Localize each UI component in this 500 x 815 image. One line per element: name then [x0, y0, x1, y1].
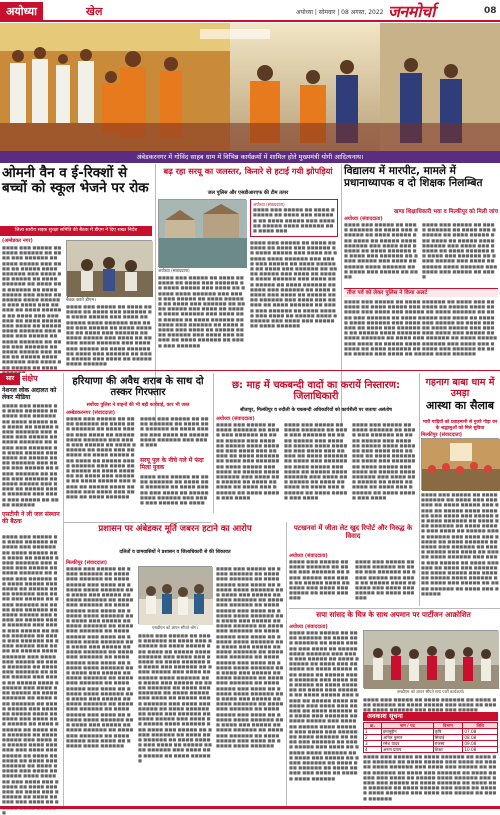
story7-byline: मिल्कीपुर (संवाददाता) — [66, 560, 108, 566]
section-divider — [64, 522, 211, 523]
story2-body-col2: ■■■■ ■■■ ■■■■■ ■■ ■■■■ ■■■■■■ ■■ ■■■■ ■■■ ■■■■■■ ■■ ■■■■ ■■■■■ ■■■ ■■■■ ■■ ■■■■■ ■■■■ ■■■■■■ ■■■ ■■■■ ■■■ ■■■■■ ■■ ■■■■ ■■■■■■ ■■ ■■■■ ■■■ ■■■■■■ ■■ ■■■■ ■■■■■ ■■■ ■■■■ ■■ ■■■■■ ■■■■ ■■■■■■ ■■■ ■■■■ ■■■ ■■■■■ ■■ ■■■■ ■■■■■■ ■■ ■■■■ ■■■ ■■■■■■ ■■ ■■■■ ■■■■■ ■■■ ■■■■ ■■ ■■■■■ ■■■■ ■■■■■■ ■■■ ■■■■ ■■■ ■■■■■ ■■ ■■■■ ■■■■■■ ■■ ■■■■ ■■■ ■■■■■■ ■■ ■■■■ ■■■■■ ■■■ ■■■■ ■■ ■■■■■ ■■■■ ■■■■■■ ■■■ ■■■■ ■■■ ■■■■■ ■■ ■■■■ ■■■■■■ — [250, 240, 338, 329]
column-rule — [286, 522, 287, 806]
story5-byline: अयोध्या (संवाददाता) — [216, 416, 255, 422]
story4-side-head[interactable]: सरयू पुल के नीचे गले में फंदा मिला युवक — [140, 457, 204, 471]
story1-photo — [66, 240, 152, 296]
story3-byline: अयोध्या (संवाददाता) — [344, 216, 383, 222]
story7-body-col3: ■■■■ ■■■ ■■■■■ ■■ ■■■■ ■■■■■■ ■■ ■■■■ ■■■ ■■■■■■ ■■ ■■■■ ■■■■■ ■■■ ■■■■ ■■ ■■■■■ ■■■■ ■■■■■■ ■■■ ■■■■ ■■■ ■■■■■ ■■ ■■■■ ■■■■■■ ■■ ■■■■ ■■■ ■■■■■■ ■■ ■■■■ ■■■■■ ■■■ ■■■■ ■■ ■■■■■ ■■■■ ■■■■■■ ■■■ ■■■■ ■■■ ■■■■■ ■■ ■■■■ ■■■■■■ ■■ ■■■■ ■■■ ■■■■■■ ■■ ■■■■ ■■■■■ ■■■ ■■■■ ■■ ■■■■■ ■■■■ ■■■■■■ ■■■ ■■■■ ■■■ ■■■■■ ■■ ■■■■ ■■■■■■ ■■ ■■■■ ■■■ ■■■■■■ ■■ ■■■■ ■■■■■ ■■■ ■■■■ ■■ ■■■■■ ■■■■ ■■■■■■ ■■■ ■■■■ ■■■ ■■■■■ ■■ ■■■■ ■■■■■■ ■■ ■■■■ ■■■ ■■■■■■ ■■ ■■■■ ■■■■■ ■■■ ■■■■ ■■ ■■■■■ ■■■■ ■■■■■■ ■■■ ■■■■ ■■■ ■■■■■ ■■ ■■■■ ■■■■■■ ■■ ■■■■ ■■■ ■■■■■■ ■■ ■■■■ ■■■■■ ■■■ ■■■■ ■■ ■■■■■ ■■■■ ■■■■■■ ■■■ ■■■■ ■■■ ■■■■■ ■■ ■■■■ ■■■■■■ ■■ ■■■■ ■■■ ■■■■■■ ■■ ■■■■ ■■■■■ ■■■ ■■■■ ■■ ■■■■■ ■■■■ ■■■■■■ — [216, 566, 284, 748]
story6-subhead: भारी गाड़ियों को प्रवाहमानी से गुजरे गोड़ा वन के श्रद्धालुओं को मिले सुविधा — [422, 420, 498, 431]
column-rule — [63, 373, 64, 806]
story4-byline: अम्बेडकरनगर (संवाददाता) — [66, 410, 116, 416]
table-cell: अनिल कुमार — [382, 735, 434, 741]
page-number: 08 — [484, 6, 497, 16]
table-cell: 07.08 — [463, 729, 498, 735]
table-cell: कृषि — [433, 729, 463, 735]
story2-subhead: जल पुलिस और एसडीआरएफ की टीम तत्पर — [207, 190, 289, 196]
brief-tag: सार — [0, 373, 20, 385]
story6-headline-line2[interactable]: आस्था का सैलाब — [425, 399, 495, 412]
table-header-cell: नाम / पद — [382, 723, 434, 729]
story7-headline[interactable]: प्रशासन पर अंबेडकर मूर्ति जबरन हटाने का आरोप — [98, 524, 252, 534]
story1-subhead: जिला स्तरीय सड़क सुरक्षा समिति की बैठक में डीएम ने दिए सख्त निर्देश — [0, 226, 152, 236]
story4-subhead: सर्वोच्च पुलिस ने वाहनों की भी बड़ी कार्रवाई, कार भी जब्त — [86, 403, 190, 408]
newspaper-logo: जनमोर्चा — [388, 2, 435, 21]
notice-table — [363, 722, 498, 753]
story2-body-col1: ■■■■ ■■■ ■■■■■ ■■ ■■■■ ■■■■■■ ■■ ■■■■ ■■■ ■■■■■■ ■■ ■■■■ ■■■■■ ■■■ ■■■■ ■■ ■■■■■ ■■■■ ■■■■■■ ■■■ ■■■■ ■■■ ■■■■■ ■■ ■■■■ ■■■■■■ ■■ ■■■■ ■■■ ■■■■■■ ■■ ■■■■ ■■■■■ ■■■ ■■■■ ■■ ■■■■■ ■■■■ ■■■■■■ ■■■ ■■■■ ■■■ ■■■■■ ■■ ■■■■ ■■■■■■ ■■ ■■■■ ■■■ ■■■■■■ ■■ ■■■■ ■■■■■ ■■■ ■■■■ ■■ ■■■■■ ■■■■ ■■■■■■ ■■■ ■■■■ ■■■ ■■■■■ ■■ ■■■■ ■■■■■■ ■■ ■■■■ ■■■ ■■■■■■ — [158, 275, 246, 348]
footer-rule — [0, 806, 500, 809]
table-header-cell: विभाग — [433, 723, 463, 729]
story6-headline-line1[interactable]: गहनाग बाबा धाम में उमड़ा — [425, 377, 495, 399]
table-cell: 09.08 — [463, 741, 498, 747]
story9-body-col1: ■■■■ ■■■ ■■■■■ ■■ ■■■■ ■■■■■■ ■■ ■■■■ ■■■ ■■■■■■ ■■ ■■■■ ■■■■■ ■■■ ■■■■ ■■ ■■■■■ ■■■■ ■■■■■■ ■■■ ■■■■ ■■■ ■■■■■ ■■ ■■■■ ■■■■■■ ■■ ■■■■ ■■■ ■■■■■■ ■■ ■■■■ ■■■■■ ■■■ ■■■■ ■■ ■■■■■ ■■■■ ■■■■■■ ■■■ ■■■■ ■■■ ■■■■■ ■■ ■■■■ ■■■■■■ ■■ ■■■■ ■■■ ■■■■■■ ■■ ■■■■ ■■■■■ ■■■ ■■■■ ■■ ■■■■■ ■■■■ ■■■■■■ ■■■ ■■■■ ■■■ ■■■■■ ■■ ■■■■ ■■■■■■ ■■ ■■■■ ■■■ ■■■■■■ ■■ ■■■■ ■■■■■ ■■■ ■■■■ ■■ ■■■■■ ■■■■ ■■■■■■ ■■■ ■■■■ ■■■ ■■■■■ ■■ ■■■■ ■■■■■■ ■■ ■■■■ ■■■ ■■■■■■ ■■ ■■■■ ■■■■■ ■■■ ■■■■ ■■ ■■■■■ ■■■■ ■■■■■■ ■■■ ■■■■ ■■■ ■■■■■ ■■ ■■■■ ■■■■■■ ■■ ■■■■ ■■■ ■■■■■■ ■■ ■■■■ ■■■■■ ■■■ ■■■■ ■■ ■■■■■ ■■■■ ■■■■■■ — [289, 630, 359, 781]
story8-byline: अयोध्या (संवाददाता) — [289, 553, 328, 559]
dateline: अयोध्या | सोमवार | 08 अगस्त, 2022 — [296, 9, 384, 16]
story5-body-col3: ■■■■ ■■■ ■■■■■ ■■ ■■■■ ■■■■■■ ■■ ■■■■ ■■■ ■■■■■■ ■■ ■■■■ ■■■■■ ■■■ ■■■■ ■■ ■■■■■ ■■■■ ■■■■■■ ■■■ ■■■■ ■■■ ■■■■■ ■■ ■■■■ ■■■■■■ ■■ ■■■■ ■■■ ■■■■■■ ■■ ■■■■ ■■■■■ ■■■ ■■■■ ■■ ■■■■■ ■■■■ ■■■■■■ ■■■ ■■■■ ■■■ ■■■■■ ■■ ■■■■ ■■■■■■ ■■ ■■■■ ■■■ ■■■■■■ ■■ ■■■■ ■■■■■ ■■■ ■■■■ — [352, 422, 416, 500]
table-cell: 1 — [364, 729, 382, 735]
brief-item2-body: ■■■■ ■■■ ■■■■■ ■■ ■■■■ ■■■■■■ ■■ ■■■■ ■■■ ■■■■■■ ■■ ■■■■ ■■■■■ ■■■ ■■■■ ■■ ■■■■■ ■■■■ ■■■■■■ ■■■ ■■■■ ■■■ ■■■■■ ■■ ■■■■ ■■■■■■ ■■ ■■■■ ■■■ ■■■■■■ ■■ ■■■■ ■■■■■ ■■■ ■■■■ ■■ ■■■■■ ■■■■ ■■■■■■ ■■■ ■■■■ ■■■ ■■■■■ ■■ ■■■■ ■■■■■■ ■■ ■■■■ ■■■ ■■■■■■ ■■ ■■■■ ■■■■■ ■■■ ■■■■ ■■ ■■■■■ ■■■■ ■■■■■■ ■■■ ■■■■ ■■■ ■■■■■ ■■ ■■■■ ■■■■■■ ■■ ■■■■ ■■■ ■■■■■■ ■■ ■■■■ ■■■■■ ■■■ ■■■■ ■■ ■■■■■ ■■■■ ■■■■■■ ■■■ ■■■■ ■■■ ■■■■■ ■■ ■■■■ ■■■■■■ ■■ ■■■■ ■■■ ■■■■■■ ■■ ■■■■ ■■■■■ ■■■ ■■■■ ■■ ■■■■■ ■■■■ ■■■■■■ ■■■ ■■■■ ■■■ ■■■■■ ■■ ■■■■ ■■■■■■ ■■ ■■■■ ■■■ ■■■■■■ ■■ ■■■■ ■■■■■ ■■■ ■■■■ ■■ ■■■■■ ■■■■ ■■■■■■ ■■■ ■■■■ ■■■ ■■■■■ ■■ ■■■■ ■■■■■■ ■■ ■■■■ ■■■ ■■■■■■ ■■ ■■■■ ■■■■■ ■■■ ■■■■ ■■ ■■■■■ ■■■■ ■■■■■■ ■■■ ■■■■ ■■■ ■■■■■ ■■ ■■■■ ■■■■■■ ■■ ■■■■ ■■■ ■■■■■■ ■■ ■■■■ ■■■■■ ■■■ ■■■■ ■■ ■■■■■ ■■■■ ■■■■■■ ■■■ ■■■■ ■■■ ■■■■■ ■■ ■■■■ ■■■■■■ ■■ ■■■■ ■■■ ■■■■■■ ■■ ■■■■ ■■■■■ ■■■ ■■■■ ■■ ■ ■ — [2, 534, 59, 815]
story5-body-col2: ■■■■ ■■■ ■■■■■ ■■ ■■■■ ■■■■■■ ■■ ■■■■ ■■■ ■■■■■■ ■■ ■■■■ ■■■■■ ■■■ ■■■■ ■■ ■■■■■ ■■■■ ■■■■■■ ■■■ ■■■■ ■■■ ■■■■■ ■■ ■■■■ ■■■■■■ ■■ ■■■■ ■■■ ■■■■■■ ■■ ■■■■ ■■■■■ ■■■ ■■■■ ■■ ■■■■■ ■■■■ ■■■■■■ ■■■ ■■■■ ■■■ ■■■■■ ■■ ■■■■ ■■■■■■ ■■ ■■■■ ■■■ ■■■■■■ ■■ ■■■■ ■■■■■ ■■■ ■■■■ — [284, 422, 348, 500]
story7-subhead: दलितों व ग्रामवासियों ने प्रशासन व जिलाधिकारी से की शिकायत — [119, 550, 231, 555]
story1-photo-caption: बैठक करते डीएम। — [66, 298, 96, 303]
story8-body-col1: ■■■■ ■■■ ■■■■■ ■■ ■■■■ ■■■■■■ ■■ ■■■■ ■■■ ■■■■■■ ■■ ■■■■ ■■■■■ ■■■ ■■■■ ■■ ■■■■■ ■■■■ ■■■■■■ ■■■ ■■■■ ■■■ ■■■■■ ■■ ■■■■ ■■■■■■ — [289, 559, 350, 601]
table-row — [364, 747, 498, 753]
story2-photo-caption: अयोध्या (संवाददाता) — [158, 268, 190, 273]
table-cell: इमामुद्दीन — [382, 729, 434, 735]
story1-body: ■■■■ ■■■ ■■■■■ ■■ ■■■■ ■■■■■■ ■■ ■■■■ ■■■ ■■■■■■ ■■ ■■■■ ■■■■■ ■■■ ■■■■ ■■ ■■■■■ ■■■■ ■■■■■■ ■■■ ■■■■ ■■■ ■■■■■ ■■ ■■■■ ■■■■■■ ■■ ■■■■ ■■■ ■■■■■■ ■■ ■■■■ ■■■■■ ■■■ ■■■■ ■■ ■■■■■ ■■■■ ■■■■■■ ■■■ ■■■■ ■■■ ■■■■■ ■■ ■■■■ ■■■■■■ ■■ ■■■■ ■■■ ■■■■■■ ■■ ■■■■ ■■■■■ ■■■ ■■■■ ■■ ■■■■■ ■■■■ ■■■■■■ ■■■ ■■■■ ■■■ ■■■■■ ■■ ■■■■ ■■■■■■ ■■ ■■■■ ■■■ ■■■■■■ ■■ ■■■■ ■■■■■ ■■■ ■■■■ ■■ ■■■■■ ■■■■ ■■■■■■ ■■■ ■■■■ ■■■ ■■■■■ ■■ ■■■■ — [2, 245, 62, 370]
story1-headline[interactable]: ओमनी वैन व ई-रिक्शों से बच्चों को स्कूल भेजने पर रोक — [2, 165, 149, 197]
story9-photo — [363, 630, 498, 688]
section-tab[interactable]: अयोध्या — [0, 2, 43, 20]
notice-table-head: अवकाश सूचना — [363, 712, 498, 721]
story9-photo-caption: एसडीएम को ज्ञापन सौंपते सपा पार्टी कार्यकर्ता। — [396, 689, 465, 694]
story6-body: ■■■■ ■■■ ■■■■■ ■■ ■■■■ ■■■■■■ ■■ ■■■■ ■■■ ■■■■■■ ■■ ■■■■ ■■■■■ ■■■ ■■■■ ■■ ■■■■■ ■■■■ ■■■■■■ ■■■ ■■■■ ■■■ ■■■■■ ■■ ■■■■ ■■■■■■ ■■ ■■■■ ■■■ ■■■■■■ ■■ ■■■■ ■■■■■ ■■■ ■■■■ ■■ ■■■■■ ■■■■ ■■■■■■ ■■■ ■■■■ ■■■ ■■■■■ ■■ ■■■■ ■■■■■■ ■■ ■■■■ ■■■ ■■■■■■ ■■ ■■■■ ■■■■■ ■■■ ■■■■ ■■ ■■■■■ ■■■■ ■■■■■■ ■■■ ■■■■ ■■■ ■■■■■ ■■ ■■■■ ■■■■■■ ■■ ■■■■ ■■■ ■■■■■■ ■■ ■■■■ ■■■■■ ■■■ ■■■■ ■■ ■■■■■ ■■■■ ■■■■■■ ■■■ ■■■■ ■■■ ■■■■■ ■■ ■■■■ ■■■■■■ ■■ ■■■■ ■■■ ■■■■■■ — [421, 492, 499, 596]
table-cell: रमेश यादव — [382, 741, 434, 747]
story4-body-col2: ■■■■ ■■■ ■■■■■ ■■ ■■■■ ■■■■■■ ■■ ■■■■ ■■■ ■■■■■■ ■■ ■■■■ ■■■■■ ■■■ ■■■■ ■■ ■■■■■ ■■■■ ■■■■■■ ■■■ ■■■■ ■■■ — [140, 416, 209, 448]
table-cell: 3 — [364, 741, 382, 747]
table-cell: 4 — [364, 747, 382, 753]
story6-photo — [421, 438, 499, 490]
story2-side-text: ■■■■ ■■■ ■■■■■ ■■ ■■■■ ■■■■■■ ■■ ■■■■ ■■■ ■■■■■■ ■■ ■■■■ ■■■■■ ■■■ ■■■■ ■■ ■■■■■ ■■■■ ■■■■■■ ■■■ ■■■■ ■■■ — [253, 207, 335, 234]
table-header-cell: तिथि — [463, 723, 498, 729]
story7-photo — [138, 566, 212, 624]
story5-body-col1: ■■■■ ■■■ ■■■■■ ■■ ■■■■ ■■■■■■ ■■ ■■■■ ■■■ ■■■■■■ ■■ ■■■■ ■■■■■ ■■■ ■■■■ ■■ ■■■■■ ■■■■ ■■■■■■ ■■■ ■■■■ ■■■ ■■■■■ ■■ ■■■■ ■■■■■■ ■■ ■■■■ ■■■ ■■■■■■ ■■ ■■■■ ■■■■■ ■■■ ■■■■ ■■ ■■■■■ ■■■■ ■■■■■■ ■■■ ■■■■ ■■■ ■■■■■ ■■ ■■■■ ■■■■■■ ■■ ■■■■ ■■■ ■■■■■■ ■■ ■■■■ ■■■■■ ■■■ ■■■■ — [216, 422, 280, 500]
story8-body-col2: ■■■■ ■■■ ■■■■■ ■■ ■■■■ ■■■■■■ ■■ ■■■■ ■■■ ■■■■■■ ■■ ■■■■ ■■■■■ ■■■ ■■■■ ■■ ■■■■■ ■■■■ ■■■■■■ ■■■ ■■■■ ■■■ ■■■■■ ■■ ■■■■ ■■■■■■ — [355, 559, 416, 601]
table-cell: शिक्षा — [433, 747, 463, 753]
table-cell: राजस्व — [433, 741, 463, 747]
story7-body-col2: ■■■■ ■■■ ■■■■■ ■■ ■■■■ ■■■■■■ ■■ ■■■■ ■■■ ■■■■■■ ■■ ■■■■ ■■■■■ ■■■ ■■■■ ■■ ■■■■■ ■■■■ ■■■■■■ ■■■ ■■■■ ■■■ ■■■■■ ■■ ■■■■ ■■■■■■ ■■ ■■■■ ■■■ ■■■■■■ ■■ ■■■■ ■■■■■ ■■■ ■■■■ ■■ ■■■■■ ■■■■ ■■■■■■ ■■■ ■■■■ ■■■ ■■■■■ ■■ ■■■■ ■■■■■■ ■■ ■■■■ ■■■ ■■■■■■ ■■ ■■■■ ■■■■■ ■■■ ■■■■ ■■ ■■■■■ ■■■■ ■■■■■■ ■■■ ■■■■ ■■■ ■■■■■ ■■ ■■■■ ■■■■■■ ■■ ■■■■ ■■■ ■■■■■■ ■■ ■■■■ ■■■■■ ■■■ ■■■■ ■■ ■■■■■ ■■■■ ■■■■■■ ■■■ ■■■■ ■■■ ■■■■■ ■■ ■■■■ ■■■■■■ ■■ ■■■■ ■■■ ■■■■■■ ■■ ■■■■ ■■■■■ ■■■ ■■■■ ■■ ■■■■■ ■■■■ ■■■■■■ ■■■ ■■■■ ■■■ ■■■■■ ■■ ■■■■ ■■■■■■ — [138, 633, 212, 763]
story7-body-col1: ■■■■ ■■■ ■■■■■ ■■ ■■■■ ■■■■■■ ■■ ■■■■ ■■■ ■■■■■■ ■■ ■■■■ ■■■■■ ■■■ ■■■■ ■■ ■■■■■ ■■■■ ■■■■■■ ■■■ ■■■■ ■■■ ■■■■■ ■■ ■■■■ ■■■■■■ ■■ ■■■■ ■■■ ■■■■■■ ■■ ■■■■ ■■■■■ ■■■ ■■■■ ■■ ■■■■■ ■■■■ ■■■■■■ ■■■ ■■■■ ■■■ ■■■■■ ■■ ■■■■ ■■■■■■ ■■ ■■■■ ■■■ ■■■■■■ ■■ ■■■■ ■■■■■ ■■■ ■■■■ ■■ ■■■■■ ■■■■ ■■■■■■ ■■■ ■■■■ ■■■ ■■■■■ ■■ ■■■■ ■■■■■■ ■■ ■■■■ ■■■ ■■■■■■ ■■ ■■■■ ■■■■■ ■■■ ■■■■ ■■ ■■■■■ ■■■■ ■■■■■■ ■■■ ■■■■ ■■■ ■■■■■ ■■ ■■■■ ■■■■■■ ■■ ■■■■ ■■■ ■■■■■■ ■■ ■■■■ ■■■■■ ■■■ ■■■■ ■■ ■■■■■ ■■■■ ■■■■■■ ■■■ ■■■■ ■■■ ■■■■■ ■■ ■■■■ ■■■■■■ ■■ ■■■■ ■■■ ■■■■■■ ■■ ■■■■ ■■■■■ ■■■ ■■■■ ■■ ■■■■■ ■■■■ ■■■■■■ ■■■ ■■■■ ■■■ ■■■■■ ■■ ■■■■ ■■■■■■ ■■ ■■■■ ■■■ ■■■■■■ ■■ ■■■■ ■■■■■ ■■■ ■■■■ ■■ ■■■■■ ■■■■ ■■■■■■ — [66, 566, 134, 748]
story2-byline: अयोध्या (संवाददाता) — [253, 202, 285, 207]
brief-title: संक्षेप — [22, 374, 38, 383]
story2-headline[interactable]: बढ़ रहा सरयू का जलस्तर, किनारे से हटाई गयी झोपड़ियां — [163, 166, 333, 176]
story1-byline: (अम्बेडकर नगर) — [2, 238, 33, 244]
story5-subhead: सीतापुर, मिल्कीपुर व रुदौली के चकबन्दी अधिकारियों को कार्यशैली पर जताया असंतोष — [240, 408, 392, 413]
story4-body-col1: ■■■■ ■■■ ■■■■■ ■■ ■■■■ ■■■■■■ ■■ ■■■■ ■■■ ■■■■■■ ■■ ■■■■ ■■■■■ ■■■ ■■■■ ■■ ■■■■■ ■■■■ ■■■■■■ ■■■ ■■■■ ■■■ ■■■■■ ■■ ■■■■ ■■■■■■ ■■ ■■■■ ■■■ ■■■■■■ ■■ ■■■■ ■■■■■ ■■■ ■■■■ ■■ ■■■■■ ■■■■ ■■■■■■ ■■■ ■■■■ ■■■ ■■■■■ ■■ ■■■■ ■■■■■■ ■■ ■■■■ ■■■ ■■■■■■ ■■ ■■■■ ■■■■■ ■■■ ■■■■ ■■ ■■■■■ ■■■■ ■■■■■■ ■■■ ■■■■ ■■■ ■■■■■ ■■ ■■■■ ■■■■■■ — [66, 416, 136, 500]
section-divider — [289, 608, 500, 609]
column-rule — [213, 373, 214, 513]
story4-side-body: ■■■■ ■■■ ■■■■■ ■■ ■■■■ ■■■■■■ ■■ ■■■■ ■■■ ■■■■■■ ■■ ■■■■ ■■■■■ ■■■ ■■■■ ■■ ■■■■■ ■■■■ ■■■■■■ ■■■ ■■■■ ■■■ ■■■■■ ■■ ■■■■ — [140, 474, 209, 506]
table-cell: 08.08 — [463, 735, 498, 741]
story8-headline[interactable]: पटखनवां में जीता लेट खुद रिपोर्ट और निरुद्ध के विवाद — [293, 524, 413, 540]
story3-box-body: ■■■■ ■■■ ■■■■■ ■■ ■■■■ ■■■■■■ ■■ ■■■■ ■■■ ■■■■■■ ■■ ■■■■ ■■■■■ ■■■ ■■■■ ■■ ■■■■■ ■■■■ ■■■■■■ ■■■ ■■■■ ■■■ ■■■■■ ■■ ■■■■ ■■■■■■ ■■ ■■■■ ■■■ ■■■■■■ ■■ ■■■■ ■■■■■ ■■■ ■■■■ ■■ ■■■■■ ■■■■ ■■■■■■ ■■■ ■■■■ ■■■ ■■■■■ ■■ ■■■■ ■■■■■■ ■■ ■■■■ ■■■ ■■■■■■ ■■ ■■■■ ■■■■■ ■■■ ■■■■ ■■ ■■■■■ ■■■■ ■■■■■■ ■■■ ■■■■ ■■■ ■■■■■ ■■ ■■■■ ■■■■■■ ■■ ■■■■ ■■■ ■■■■■■ ■■ ■■■■ ■■■■■ ■■■ ■■■■ ■■ ■■■■■ ■■■■ ■■■■■■ ■■■ ■■■■ ■■■ ■■■■■ ■■ ■■■■ ■■■■■■ ■■ ■■■■ ■■■ ■■■■■■ ■■ ■■■■ ■■■■■ ■■■ ■■■■ ■■ ■■■■■ ■■■■ ■■■■■■ — [344, 299, 498, 357]
story9-byline: अयोध्या (संवाददाता) — [289, 624, 328, 630]
story3-body-col1: ■■■■ ■■■ ■■■■■ ■■ ■■■■ ■■■■■■ ■■ ■■■■ ■■■ ■■■■■■ ■■ ■■■■ ■■■■■ ■■■ ■■■■ ■■ ■■■■■ ■■■■ ■■■■■■ ■■■ ■■■■ ■■■ ■■■■■ ■■ ■■■■ ■■■■■■ ■■ ■■■■ ■■■ ■■■■■■ ■■ ■■■■ ■■■■■ ■■■ ■■■■ ■■ ■■■■■ ■■■■ ■■■■■■ ■■■ ■■■■ ■■■ ■■■■■ ■■ ■■■■ — [344, 222, 418, 280]
section-label[interactable]: खेल — [86, 5, 103, 18]
table-cell: 2 — [364, 735, 382, 741]
brief-item1-body: ■■■■ ■■■ ■■■■■ ■■ ■■■■ ■■■■■■ ■■ ■■■■ ■■■ ■■■■■■ ■■ ■■■■ ■■■■■ ■■■ ■■■■ ■■ ■■■■■ ■■■■ ■■■■■■ ■■■ ■■■■ ■■■ ■■■■■ ■■ ■■■■ ■■■■■■ ■■ ■■■■ ■■■ ■■■■■■ ■■ ■■■■ ■■■■■ ■■■ ■■■■ ■■ ■■■■■ ■■■■ ■■■■■■ ■■■ ■■■■ ■■■ ■■■■■ ■■ ■■■■ ■■■■■■ ■■ ■■■■ ■■■ ■■■■■■ ■■ ■■■■ ■■■■■ ■■■ ■■■■ ■■ ■■■■■ ■■■■ ■■■■■■ ■■■ ■■■■ ■■■ ■■■■■ ■■ ■■■■ ■■■■■■ — [2, 403, 59, 507]
story9-body-col2: ■■■■ ■■■ ■■■■■ ■■ ■■■■ ■■■■■■ ■■ ■■■■ ■■■ ■■■■■■ ■■ ■■■■ ■■■■■ ■■■ ■■■■ ■■ ■■■■■ ■■■■ ■■■■■■ ■■■ ■■■■ ■■■ ■■■■■ — [363, 697, 497, 713]
story5-headline[interactable]: छ: माह में चकबन्दी वादों का करायें निस्तारण: जिलाधिकारी — [231, 380, 401, 403]
table-cell: अरुण प्रताप — [382, 747, 434, 753]
story4-headline[interactable]: हरियाणा की अवैध शराब के साथ दो तस्कर गिरफ्तार — [72, 376, 204, 399]
story2-side-box — [250, 199, 338, 237]
story3-box-head[interactable]: तीज पर्व को लेकर पुलिस ने किया अलर्ट — [344, 288, 498, 297]
top-photo-collage — [0, 23, 500, 151]
story1-body-2: ■■■■ ■■■ ■■■■■ ■■ ■■■■ ■■■■■■ ■■ ■■■■ ■■■ ■■■■■■ ■■ ■■■■ ■■■■■ ■■■ ■■■■ ■■ ■■■■■ ■■■■ ■■■■■■ ■■■ ■■■■ ■■■ ■■■■■ ■■ ■■■■ ■■■■■■ ■■ ■■■■ ■■■ ■■■■■■ ■■ ■■■■ ■■■■■ ■■■ ■■■■ ■■ ■■■■■ ■■■■ ■■■■■■ ■■■ ■■■■ ■■■ ■■■■■ ■■ ■■■■ ■■■■■■ ■■ ■■■■ ■■■ ■■■■■■ ■■ ■■■■ ■■■■■ ■■■ ■■■■ ■■ ■■■■■ ■■■■ ■■■■■■ — [66, 304, 152, 367]
table-cell: सिंचाई — [433, 735, 463, 741]
story3-subhead: खण्ड शिक्षाधिकारी भवा व मिल्कीपुर को मिली जांच — [394, 209, 498, 215]
story7-photo-caption: एसडीएम को ज्ञापन सौंपते लोग। — [152, 625, 198, 630]
notice-body: ■■■■ ■■■ ■■■■■ ■■ ■■■■ ■■■■■■ ■■ ■■■■ ■■■ ■■■■■■ ■■ ■■■■ ■■■■■ ■■■ ■■■■ ■■ ■■■■■ ■■■■ ■■■■■■ ■■■ ■■■■ ■■■ ■■■■■ ■■ ■■■■ ■■■■■■ ■■ ■■■■ ■■■ ■■■■■■ ■■ ■■■■ ■■■■■ ■■■ ■■■■ ■■ ■■■■■ ■■■■ ■■■■■■ ■■■ ■■■■ ■■■ ■■■■■ ■■ ■■■■ ■■■■■■ ■■ ■■■■ ■■■ ■■■■■■ ■■ ■■■■ ■■■■■ ■■■ ■■■■ ■■ ■■■■■ ■■■■ ■■■■■■ ■■■ ■■■■ ■■■ ■■■■■ ■■ ■■■■ ■■■■■■ — [363, 754, 497, 801]
section-divider — [0, 370, 500, 371]
story2-photo — [158, 199, 246, 267]
story9-headline[interactable]: सपा सांसद के चित्र के साथ अपमान पर पार्टीजन आक्रोशित — [316, 610, 471, 619]
photo-caption: अंबेडकरनगर में गोविंद साहब धाम में विभिन्न कार्यक्रमों में शामिल होते मुख्यमंत्री योगी आदित्यनाथ। — [0, 151, 500, 163]
story3-headline[interactable]: विद्यालय में मारपीट, मामले में प्रधानाध्यापक व दो शिक्षक निलम्बित — [344, 165, 483, 189]
story6-byline: मिल्कीपुर (संवाददाता) — [421, 432, 463, 438]
story3-body-col2: ■■■■ ■■■ ■■■■■ ■■ ■■■■ ■■■■■■ ■■ ■■■■ ■■■ ■■■■■■ ■■ ■■■■ ■■■■■ ■■■ ■■■■ ■■ ■■■■■ ■■■■ ■■■■■■ ■■■ ■■■■ ■■■ ■■■■■ ■■ ■■■■ ■■■■■■ ■■ ■■■■ ■■■ ■■■■■■ ■■ ■■■■ ■■■■■ ■■■ ■■■■ ■■ ■■■■■ ■■■■ ■■■■■■ ■■■ ■■■■ ■■■ ■■■■■ ■■ ■■■■ — [422, 222, 498, 280]
brief-item2-head[interactable]: एसटीपी ने ली जल संस्थान की बैठक — [2, 511, 60, 525]
table-cell: 10.08 — [463, 747, 498, 753]
table-header-cell: क्र. — [364, 723, 382, 729]
brief-item1-head[interactable]: नेशनल लोक अदालत को लेकर मीडिया — [2, 387, 57, 401]
